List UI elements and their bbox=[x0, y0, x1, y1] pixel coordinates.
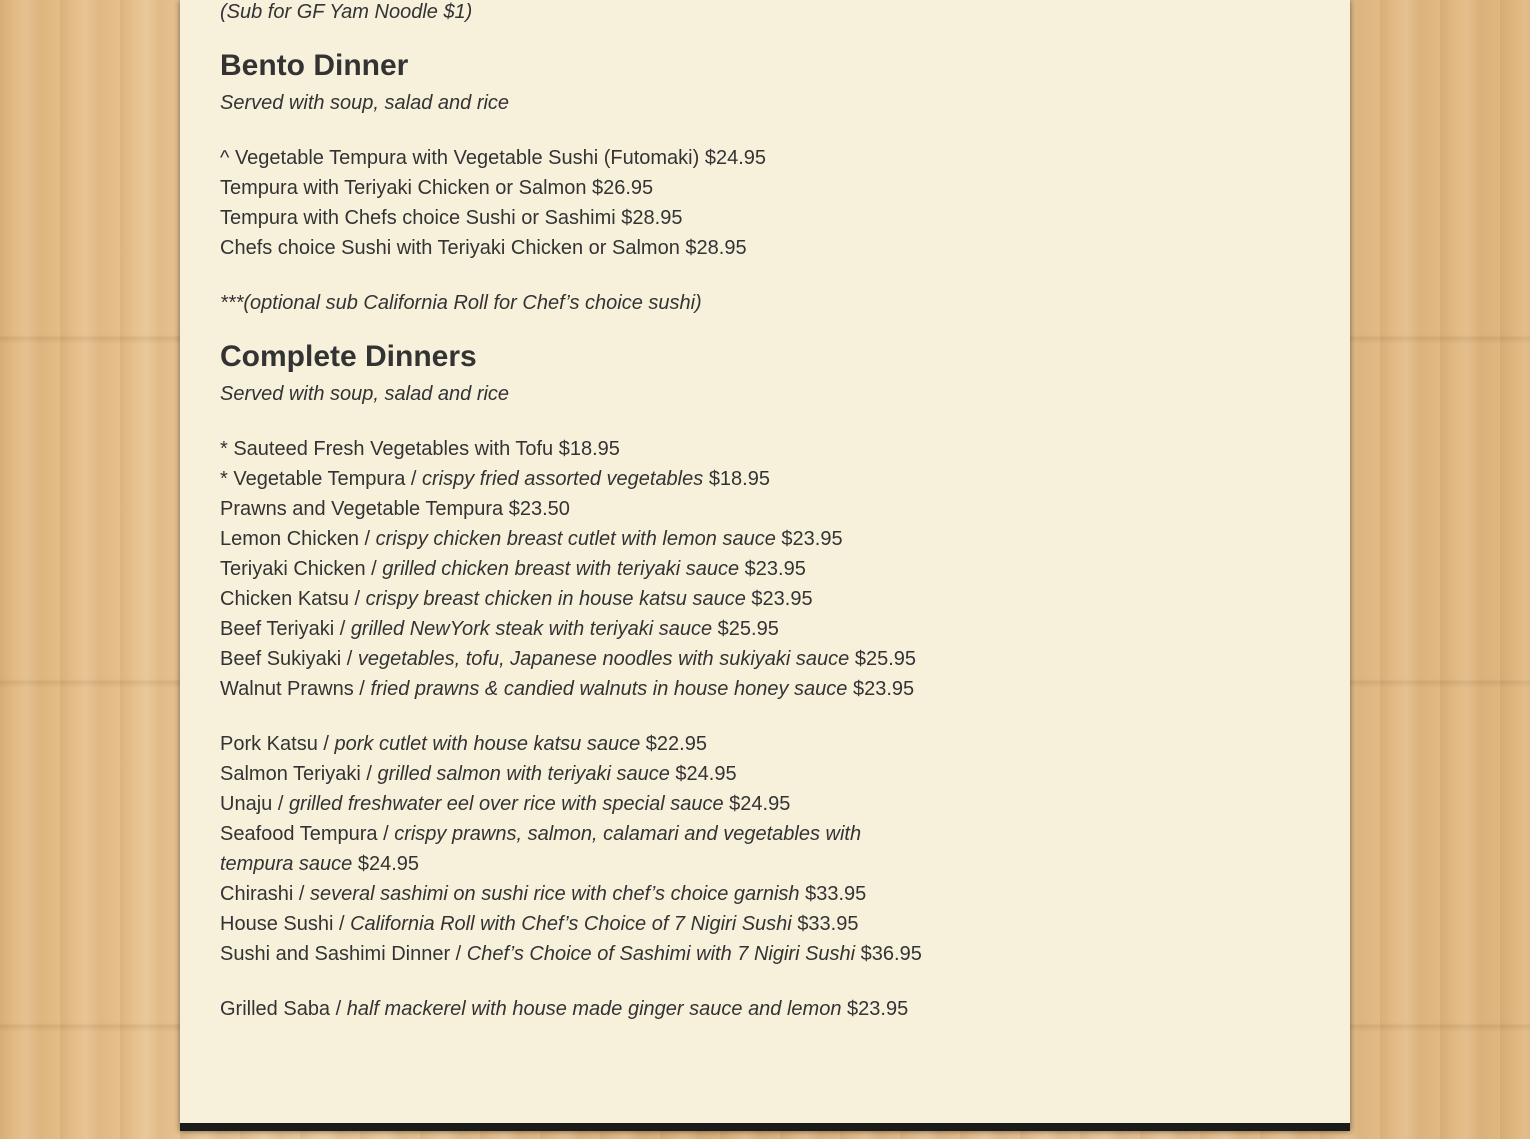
item-description: grilled salmon with teriyaki sauce bbox=[377, 763, 670, 785]
menu-item bbox=[220, 554, 1220, 584]
menu-item bbox=[220, 614, 1220, 644]
item-name: Sushi and Sashimi Dinner / bbox=[220, 943, 462, 965]
complete-dinners-heading: Complete Dinners bbox=[220, 340, 477, 373]
complete-subtitle: Served with soup, salad and rice bbox=[220, 383, 510, 405]
item-description: fried prawns & candied walnuts in house honey sauce bbox=[370, 678, 848, 700]
menu-item bbox=[220, 789, 1220, 819]
item-name: Salmon Teriyaki / bbox=[220, 763, 372, 785]
item-description: crispy fried assorted vegetables bbox=[422, 468, 704, 490]
bento-dinner-heading: Bento Dinner bbox=[220, 49, 409, 82]
item-price: $18.95 bbox=[708, 468, 770, 490]
menu-item bbox=[220, 464, 1220, 494]
item-name: Lemon Chicken / bbox=[220, 528, 371, 550]
item-description: vegetables, tofu, Japanese noodles with sukiyaki sauce bbox=[357, 648, 850, 670]
item-name: Beef Teriyaki / bbox=[220, 618, 346, 640]
menu-item bbox=[220, 759, 1220, 789]
bento-sub-note: ***(optional sub California Roll for Chef’s choice sushi) bbox=[220, 292, 702, 314]
item-description: crispy breast chicken in house katsu sauce bbox=[365, 588, 746, 610]
item-description: crispy chicken breast cutlet with lemon sauce bbox=[375, 528, 776, 550]
complete-list-1 bbox=[220, 434, 1220, 704]
item-description: crispy prawns, salmon, calamari and vegetables with tempura sauce bbox=[220, 823, 862, 875]
item-price: $24.95 bbox=[729, 793, 791, 815]
item-name: Grilled Saba / bbox=[220, 998, 342, 1020]
item-name: Teriyaki Chicken / bbox=[220, 558, 377, 580]
item-price: $23.95 bbox=[744, 558, 806, 580]
complete-list-2 bbox=[220, 729, 1220, 969]
menu-item bbox=[220, 674, 1220, 704]
bento-list bbox=[220, 143, 1220, 263]
item-name: House Sushi / bbox=[220, 913, 345, 935]
item-name: Chirashi / bbox=[220, 883, 305, 905]
item-price: $22.95 bbox=[645, 733, 707, 755]
item-price: $23.95 bbox=[852, 678, 915, 700]
menu-item bbox=[220, 434, 1220, 464]
item-price: $24.95 bbox=[675, 763, 737, 785]
menu-item bbox=[220, 729, 1220, 759]
item-price: $25.95 bbox=[854, 648, 917, 670]
bento-item: Tempura with Teriyaki Chicken or Salmon $26.95 bbox=[220, 177, 654, 199]
item-price: $23.50 bbox=[508, 498, 570, 520]
item-name: Unaju / bbox=[220, 793, 284, 815]
complete-list-3 bbox=[220, 994, 1220, 1024]
item-price: $33.95 bbox=[805, 883, 867, 905]
gf-sub-note: (Sub for GF Yam Noodle $1) bbox=[220, 1, 473, 23]
bento-subtitle: Served with soup, salad and rice bbox=[220, 92, 510, 114]
item-description: half mackerel with house made ginger sauce and lemon bbox=[346, 998, 842, 1020]
menu-item bbox=[220, 644, 1220, 674]
bento-item: Chefs choice Sushi with Teriyaki Chicken or Salmon $28.95 bbox=[220, 237, 747, 259]
item-description: pork cutlet with house katsu sauce bbox=[334, 733, 641, 755]
item-description: grilled chicken breast with teriyaki sauce bbox=[382, 558, 740, 580]
item-description: several sashimi on sushi rice with chef’s choice garnish bbox=[310, 883, 800, 905]
menu-item bbox=[220, 819, 880, 879]
item-price: $23.95 bbox=[751, 588, 813, 610]
item-price: $23.95 bbox=[781, 528, 843, 550]
bento-item: Tempura with Chefs choice Sushi or Sashimi $28.95 bbox=[220, 207, 683, 229]
footer-bar bbox=[180, 1123, 1350, 1131]
menu-item bbox=[220, 524, 1220, 554]
item-name: * Vegetable Tempura / bbox=[220, 468, 417, 490]
item-description: California Roll with Chef’s Choice of 7 Nigiri Sushi bbox=[350, 913, 792, 935]
menu-content bbox=[220, 0, 1220, 1024]
item-name: Chicken Katsu / bbox=[220, 588, 361, 610]
bento-item: ^ Vegetable Tempura with Vegetable Sushi (Futomaki) $24.95 bbox=[220, 147, 767, 169]
item-name: Pork Katsu / bbox=[220, 733, 329, 755]
menu-item bbox=[220, 994, 1220, 1024]
item-name: Beef Sukiyaki / bbox=[220, 648, 353, 670]
item-name: Walnut Prawns / bbox=[220, 678, 365, 700]
item-price: $33.95 bbox=[797, 913, 859, 935]
item-name: Prawns and Vegetable Tempura bbox=[220, 498, 504, 520]
item-name: Seafood Tempura / bbox=[220, 823, 389, 845]
item-price: $23.95 bbox=[847, 998, 909, 1020]
menu-item bbox=[220, 909, 1220, 939]
menu-item bbox=[220, 584, 1220, 614]
menu-page bbox=[180, 0, 1350, 1131]
menu-item bbox=[220, 939, 1220, 969]
menu-item bbox=[220, 494, 1220, 524]
menu-item bbox=[220, 879, 1220, 909]
item-name: * Sauteed Fresh Vegetables with Tofu bbox=[220, 438, 554, 460]
item-description: Chef’s Choice of Sashimi with 7 Nigiri Sushi bbox=[466, 943, 856, 965]
item-price: $18.95 bbox=[558, 438, 620, 460]
item-description: grilled freshwater eel over rice with special sauce bbox=[288, 793, 724, 815]
item-price: $36.95 bbox=[860, 943, 922, 965]
item-price: $24.95 bbox=[357, 853, 420, 875]
item-price: $25.95 bbox=[717, 618, 779, 640]
item-description: grilled NewYork steak with teriyaki sauce bbox=[350, 618, 713, 640]
